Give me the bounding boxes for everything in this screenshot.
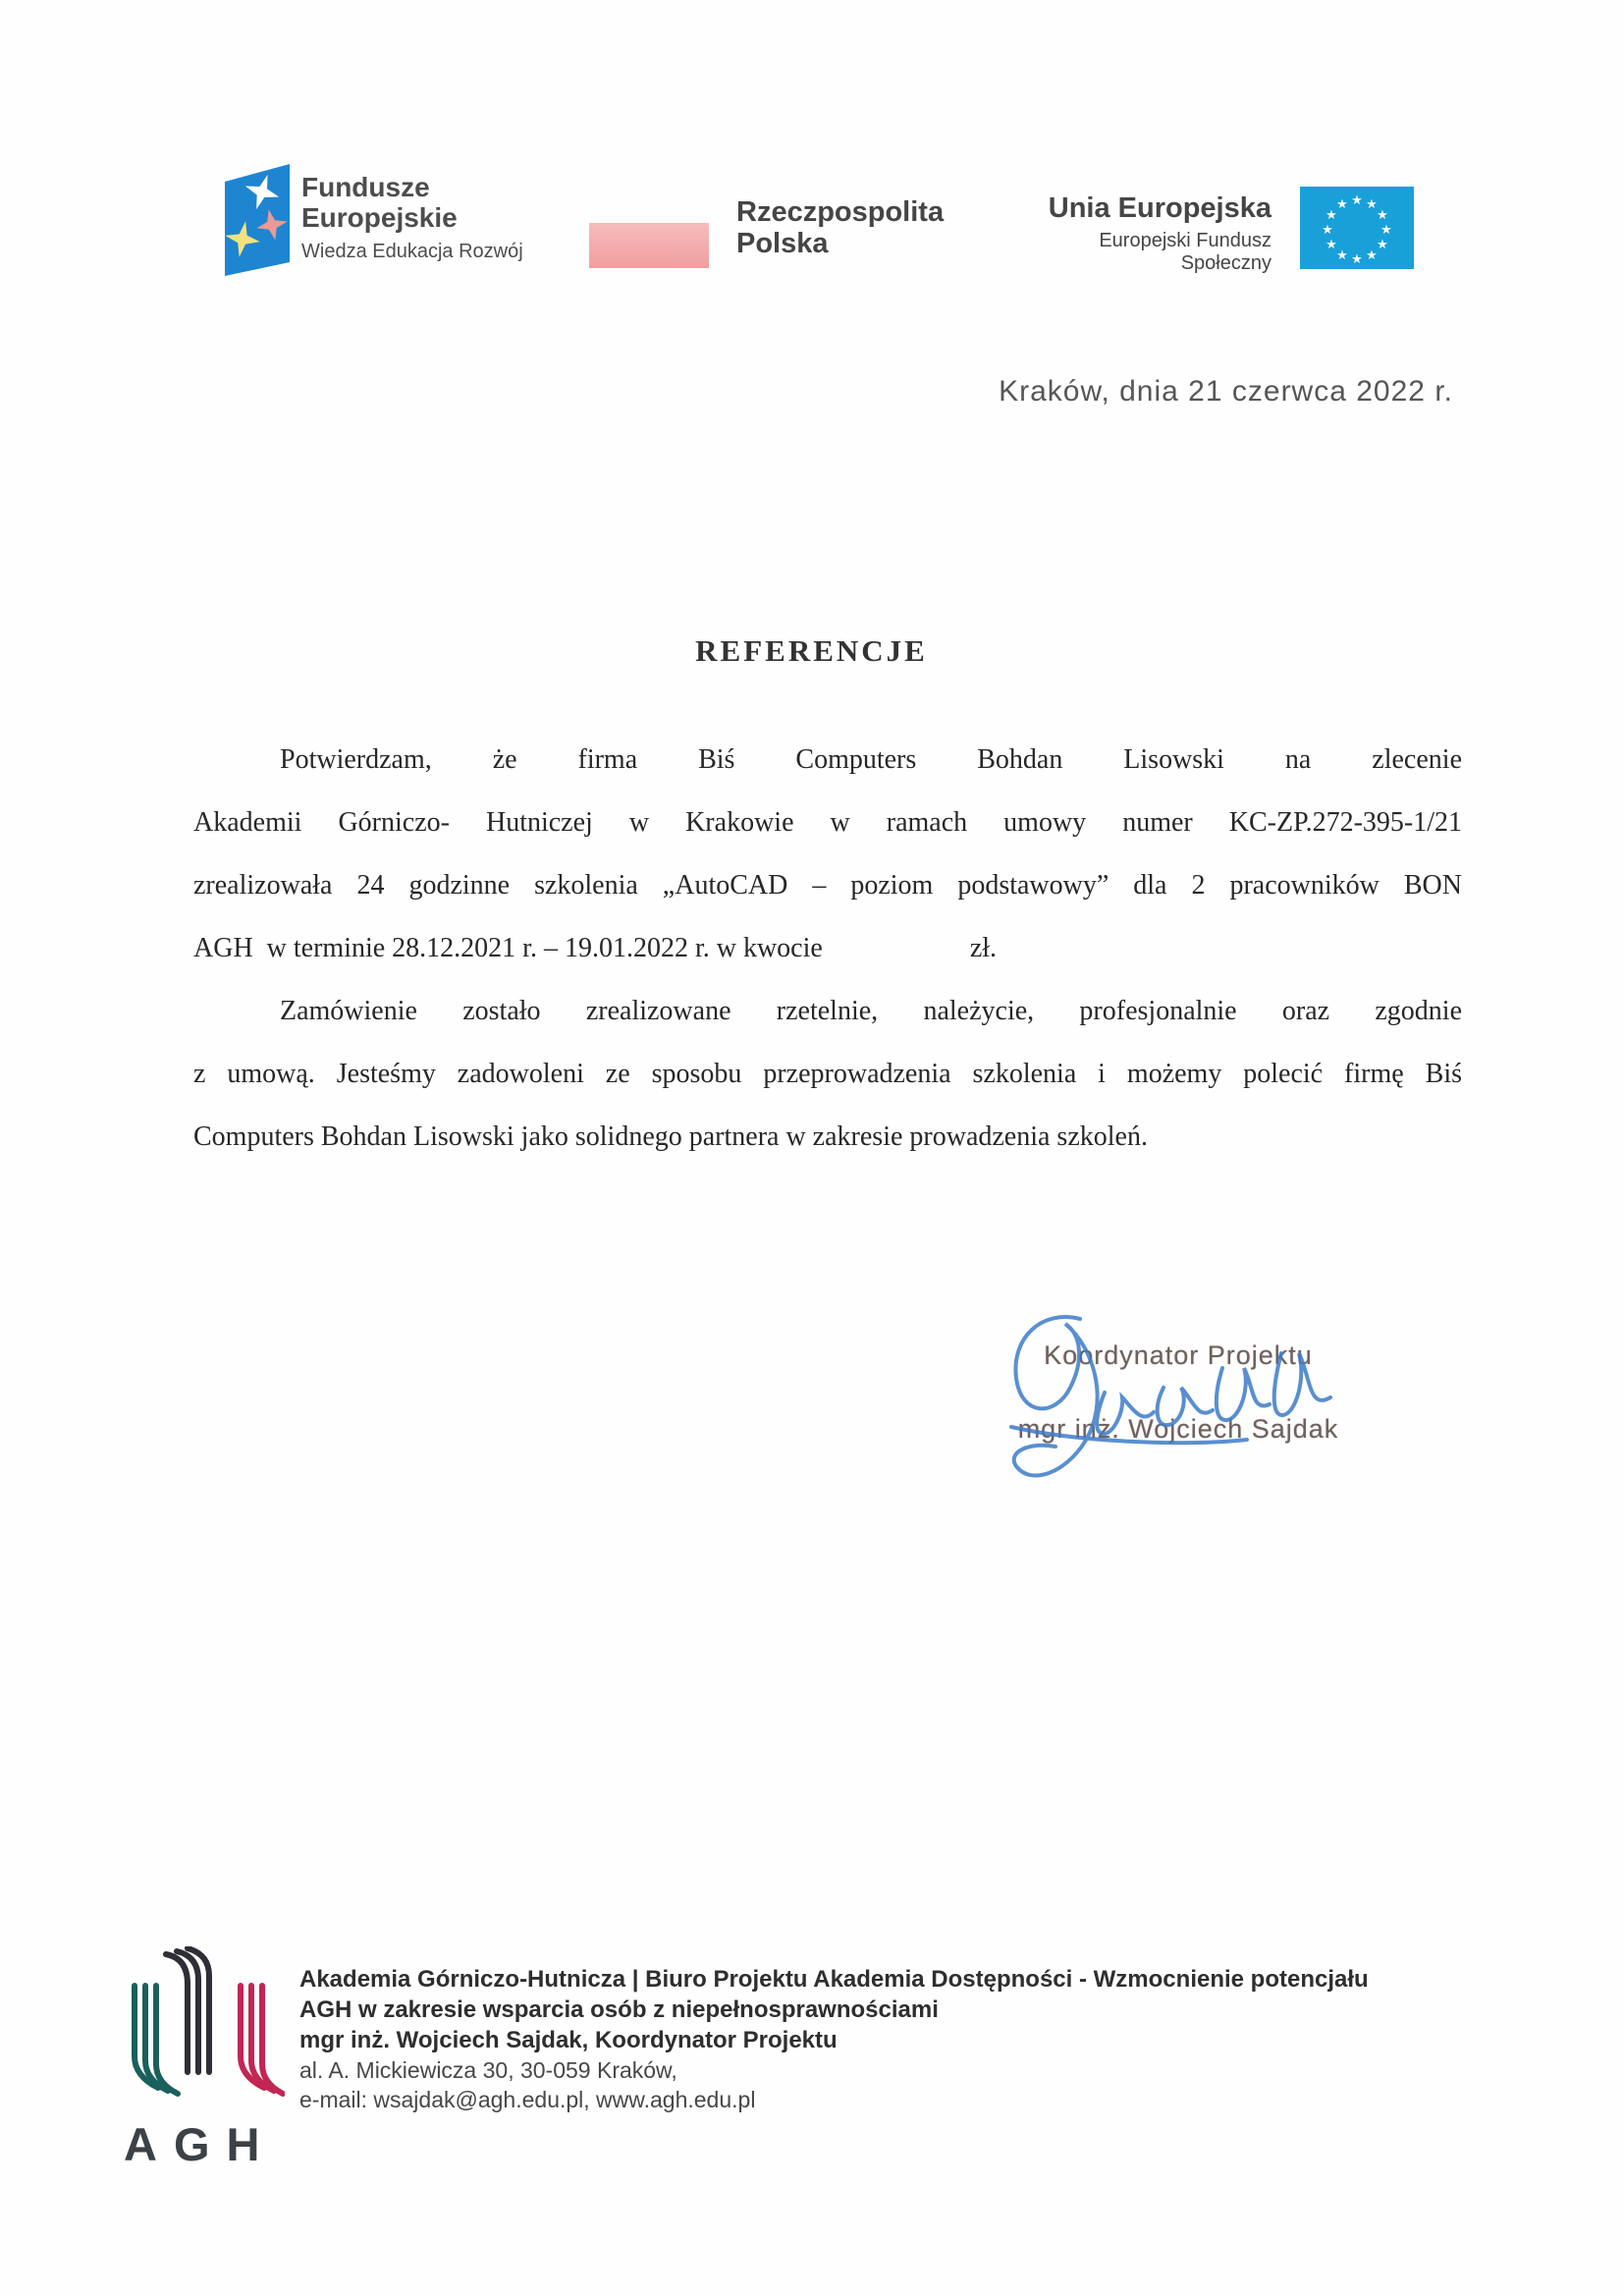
- paragraph1-line4-prefix: AGH w terminie 28.12.2021 r. – 19.01.2022 r. w kwocie: [193, 933, 823, 963]
- polska-title-line1: Rzeczpospolita: [736, 196, 945, 228]
- unia-europejska-logo: [1011, 185, 1414, 278]
- footer-contact-block: [299, 1964, 1458, 2114]
- agh-logo: [123, 1946, 285, 2113]
- svg-text:★: ★: [1325, 238, 1337, 252]
- fundusze-text: [301, 172, 523, 263]
- signature-scribble: [987, 1294, 1380, 1501]
- document-title: REFERENCJE: [695, 633, 928, 668]
- stamp-name: mgr inż. Wojciech Sajdak: [1017, 1414, 1339, 1444]
- unia-subtitle: Europejski Fundusz Społeczny: [1099, 230, 1271, 274]
- svg-text:★: ★: [1322, 223, 1333, 238]
- paragraph1-line2: Akademii Górniczo- Hutniczej w Krakowie w ramach umowy numer KC-ZP.272-395-1/21: [193, 807, 1462, 838]
- paragraph2-line1: Zamówienie zostało zrealizowane rzetelnie, należycie, profesjonalnie oraz zgodnie: [280, 996, 1462, 1026]
- fundusze-subtitle: Wiedza Edukacja Rozwój: [301, 241, 523, 262]
- footer-line-email: e-mail: wsajdak@agh.edu.pl, www.agh.edu.pl: [299, 2087, 756, 2112]
- footer-line-institution: Akademia Górniczo-Hutnicza | Biuro Projektu Akademia Dostępności - Wzmocnienie potencjału: [299, 1966, 1369, 1993]
- svg-text:★: ★: [1325, 208, 1337, 223]
- fundusze-flag-icon: [221, 162, 292, 278]
- rzeczpospolita-polska-logo: [589, 196, 962, 285]
- polska-text: [736, 196, 944, 259]
- fundusze-title-line1: Fundusze: [301, 172, 430, 202]
- svg-text:★: ★: [1377, 208, 1388, 223]
- unia-title: Unia Europejska: [1048, 192, 1271, 224]
- agh-logo-text: AGH: [124, 2118, 277, 2170]
- svg-text:★: ★: [1366, 197, 1378, 212]
- stamp-role: Koordynator Projektu: [1044, 1340, 1313, 1370]
- svg-text:★: ★: [1351, 252, 1363, 267]
- svg-text:★: ★: [1366, 248, 1378, 263]
- svg-text:★: ★: [1380, 223, 1392, 238]
- footer-line-coordinator: mgr inż. Wojciech Sajdak, Koordynator Projektu: [299, 2027, 838, 2053]
- fundusze-europejskie-logo: [221, 162, 545, 280]
- paragraph1-line3: zrealizowała 24 godzinne szkolenia „AutoCAD – poziom podstawowy” dla 2 pracowników BON: [193, 870, 1462, 901]
- poland-flag-icon: [589, 223, 709, 268]
- paragraph1-line1: Potwierdzam, że firma Biś Computers Bohdan Lisowski na zlecenie: [280, 744, 1462, 775]
- footer-line-project: AGH w zakresie wsparcia osób z niepełnosprawnościami: [299, 1996, 939, 2023]
- svg-text:★: ★: [1351, 193, 1363, 208]
- polska-title-line2: Polska: [736, 228, 829, 259]
- paragraph2-line2: z umową. Jesteśmy zadowoleni ze sposobu przeprowadzenia szkolenia i możemy polecić firmę Biś: [193, 1059, 1462, 1089]
- svg-text:★: ★: [1336, 248, 1348, 263]
- date-line: Kraków, dnia 21 czerwca 2022 r.: [999, 375, 1453, 408]
- eu-flag-icon: [1300, 187, 1414, 269]
- letter-body: [193, 729, 1462, 1169]
- svg-text:★: ★: [1336, 197, 1348, 212]
- paragraph1-line4: [193, 917, 1462, 980]
- unia-text: [1011, 192, 1271, 275]
- paragraph2-line3: Computers Bohdan Lisowski jako solidnego partnera w zakresie prowadzenia szkoleń.: [193, 1121, 1148, 1152]
- svg-text:★: ★: [1377, 238, 1388, 252]
- footer-line-address: al. A. Mickiewicza 30, 30-059 Kraków,: [299, 2057, 677, 2083]
- paragraph1-line4-suffix: zł.: [969, 933, 998, 963]
- header-logos: [0, 0, 1623, 324]
- fundusze-title-line2: Europejskie: [301, 202, 458, 233]
